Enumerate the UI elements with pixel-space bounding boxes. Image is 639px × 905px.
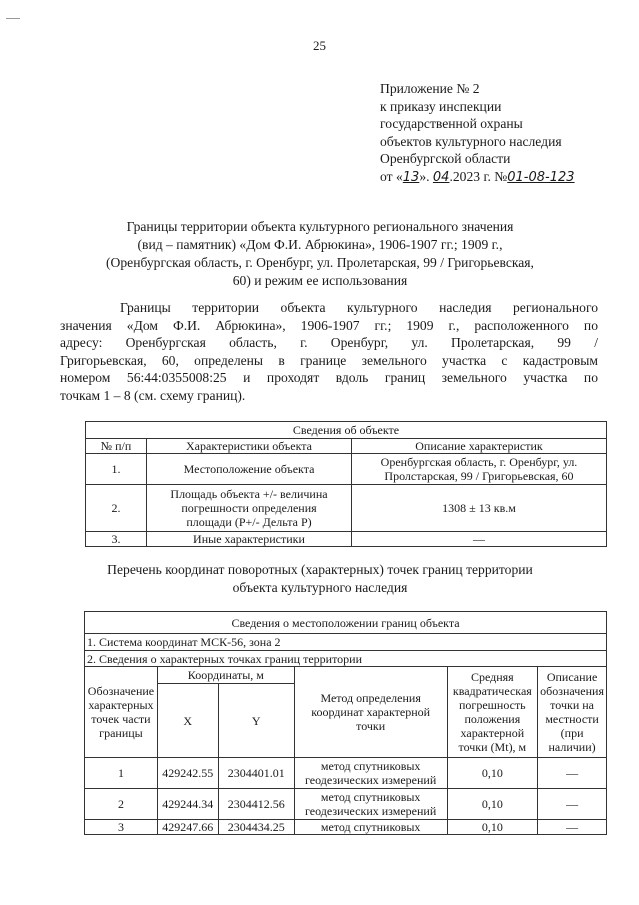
row-characteristic: Местоположение объекта [147,454,352,485]
table-row [86,485,607,532]
coordinates-table [84,611,607,835]
paragraph-line: значения «Дом Ф.И. Абрюкина», 1906-1907 гг.; 1909 г., расположенного по [60,317,598,333]
header-line: характерных [88,698,154,712]
y-header: Y [218,684,294,758]
y-value: 2304434.25 [218,820,294,835]
description-line: Оренбургская область, г. Оренбург, ул. [380,455,578,469]
method-value [294,758,447,789]
error-value: 0,10 [447,758,538,789]
appendix-date-line [380,168,575,187]
point-description: — [538,758,607,789]
header-line: квадратическая [452,684,532,698]
header-line: точки (Mt), м [458,740,527,754]
header-line: обозначения [540,684,604,698]
row-description: 1308 ± 13 кв.м [352,485,607,532]
heading-line: объекта культурного наследия [232,580,408,595]
row-description: — [352,532,607,547]
table-caption: Сведения об объекте [86,422,607,439]
table-row [86,532,607,547]
description-line: Пролстарская, 99 / Григорьевская, 60 [384,469,574,483]
header-line: точек части [91,712,151,726]
boundary-paragraph [60,299,598,405]
row-characteristic: Иные характеристики [147,532,352,547]
point-number: 3 [85,820,158,835]
row-characteristic [147,485,352,532]
paragraph-line: Григорьевская, 60, определены в границе земельного участка с кадастровым [60,352,598,368]
table-caption: Сведения о местоположении границ объекта [85,612,607,634]
x-value: 429242.55 [157,758,218,789]
handwritten-month: 04 [432,169,450,185]
handwritten-order-number: 01-08-123 [507,169,575,185]
row-description [352,454,607,485]
table-row [86,454,607,485]
point-description: — [538,820,607,835]
date-mid: ». [419,168,433,184]
header-line: Метод определения [320,691,421,705]
row-number: 3. [86,532,147,547]
appendix-line: к приказу инспекции [380,98,502,114]
appendix-line: Оренбургской области [380,151,511,167]
corner-mark [6,18,20,19]
points-caption: 2. Сведения о характерных точках границ территории [85,651,607,667]
header-line: точки на [550,698,594,712]
characteristic-line: площади (Р+/- Дельта Р) [186,515,312,529]
method-line: геодезических измерений [305,804,437,818]
table-row [85,789,607,820]
characteristic-line: погрешности определения [181,501,317,515]
header-line: наличии) [548,740,596,754]
header-line: характерной [460,726,525,740]
title-line: (Оренбургская область, г. Оренбург, ул. Пролетарская, 99 / Григорьевская, [106,255,534,270]
title-line: Границы территории объекта культурного регионального значения [126,219,514,234]
method-header [294,667,447,758]
appendix-block [380,80,575,187]
handwritten-day: 13 [402,169,420,185]
header-line: местности [545,712,599,726]
method-line: метод спутниковых [320,759,421,773]
paragraph-line: точкам 1 – 8 (см. схему границ). [60,387,246,403]
point-number: 2 [85,789,158,820]
row-number: 1. [86,454,147,485]
header-line: координат характерной [311,705,431,719]
appendix-line: Приложение № 2 [380,81,480,96]
point-number: 1 [85,758,158,789]
designation-header [85,667,158,758]
document-title [80,218,560,290]
method-line: метод спутниковых [320,790,421,804]
error-value: 0,10 [447,789,538,820]
column-header: Характеристики объекта [147,439,352,454]
date-prefix: от « [380,168,403,184]
appendix-line: объектов культурного наследия [380,133,562,149]
row-number: 2. [86,485,147,532]
error-header [447,667,538,758]
title-line: (вид – памятник) «Дом Ф.И. Абрюкина», 1906-1907 гг.; 1909 г., [137,237,503,252]
y-value: 2304401.01 [218,758,294,789]
x-value: 429247.66 [157,820,218,835]
column-header: № п/п [86,439,147,454]
title-line: 60) и режим ее использования [232,273,408,288]
header-line: положения [464,712,521,726]
header-line: точки [356,719,386,733]
x-header: X [157,684,218,758]
coordinate-system: 1. Система координат МСК-56, зона 2 [85,634,607,651]
header-line: Обозначение [87,684,155,698]
paragraph-line: Границы территории объекта культурного наследия регионального [120,300,598,315]
paragraph-line: номером 56:44:0355008:25 и проходят вдоль границ земельного участка по [60,370,598,386]
header-line: погрешность [458,698,526,712]
table-row [85,758,607,789]
header-line: (при [560,726,584,740]
coordinates-header: Координаты, м [157,667,294,684]
header-line: Описание [546,670,598,684]
y-value: 2304412.56 [218,789,294,820]
appendix-line: государственной охраны [380,116,523,132]
description-header [538,667,607,758]
heading-line: Перечень координат поворотных (характерных) точек границ территории [107,562,533,577]
coordinates-heading [80,561,560,597]
date-year: .2023 г. № [449,168,508,184]
point-description: — [538,789,607,820]
method-line: геодезических измерений [305,773,437,787]
column-header: Описание характеристик [352,439,607,454]
method-value: метод спутниковых [294,820,447,835]
paragraph-line: адресу: Оренбургская область, г. Оренбург, ул. Пролетарская, 99 / [60,335,598,351]
table-row [85,820,607,835]
header-line: Средняя [470,670,514,684]
characteristic-line: Площадь объекта +/- величина [170,487,328,501]
x-value: 429244.34 [157,789,218,820]
page-number: 25 [313,38,326,53]
error-value: 0,10 [447,820,538,835]
header-line: границы [99,726,143,740]
method-value [294,789,447,820]
object-info-table [85,421,607,547]
